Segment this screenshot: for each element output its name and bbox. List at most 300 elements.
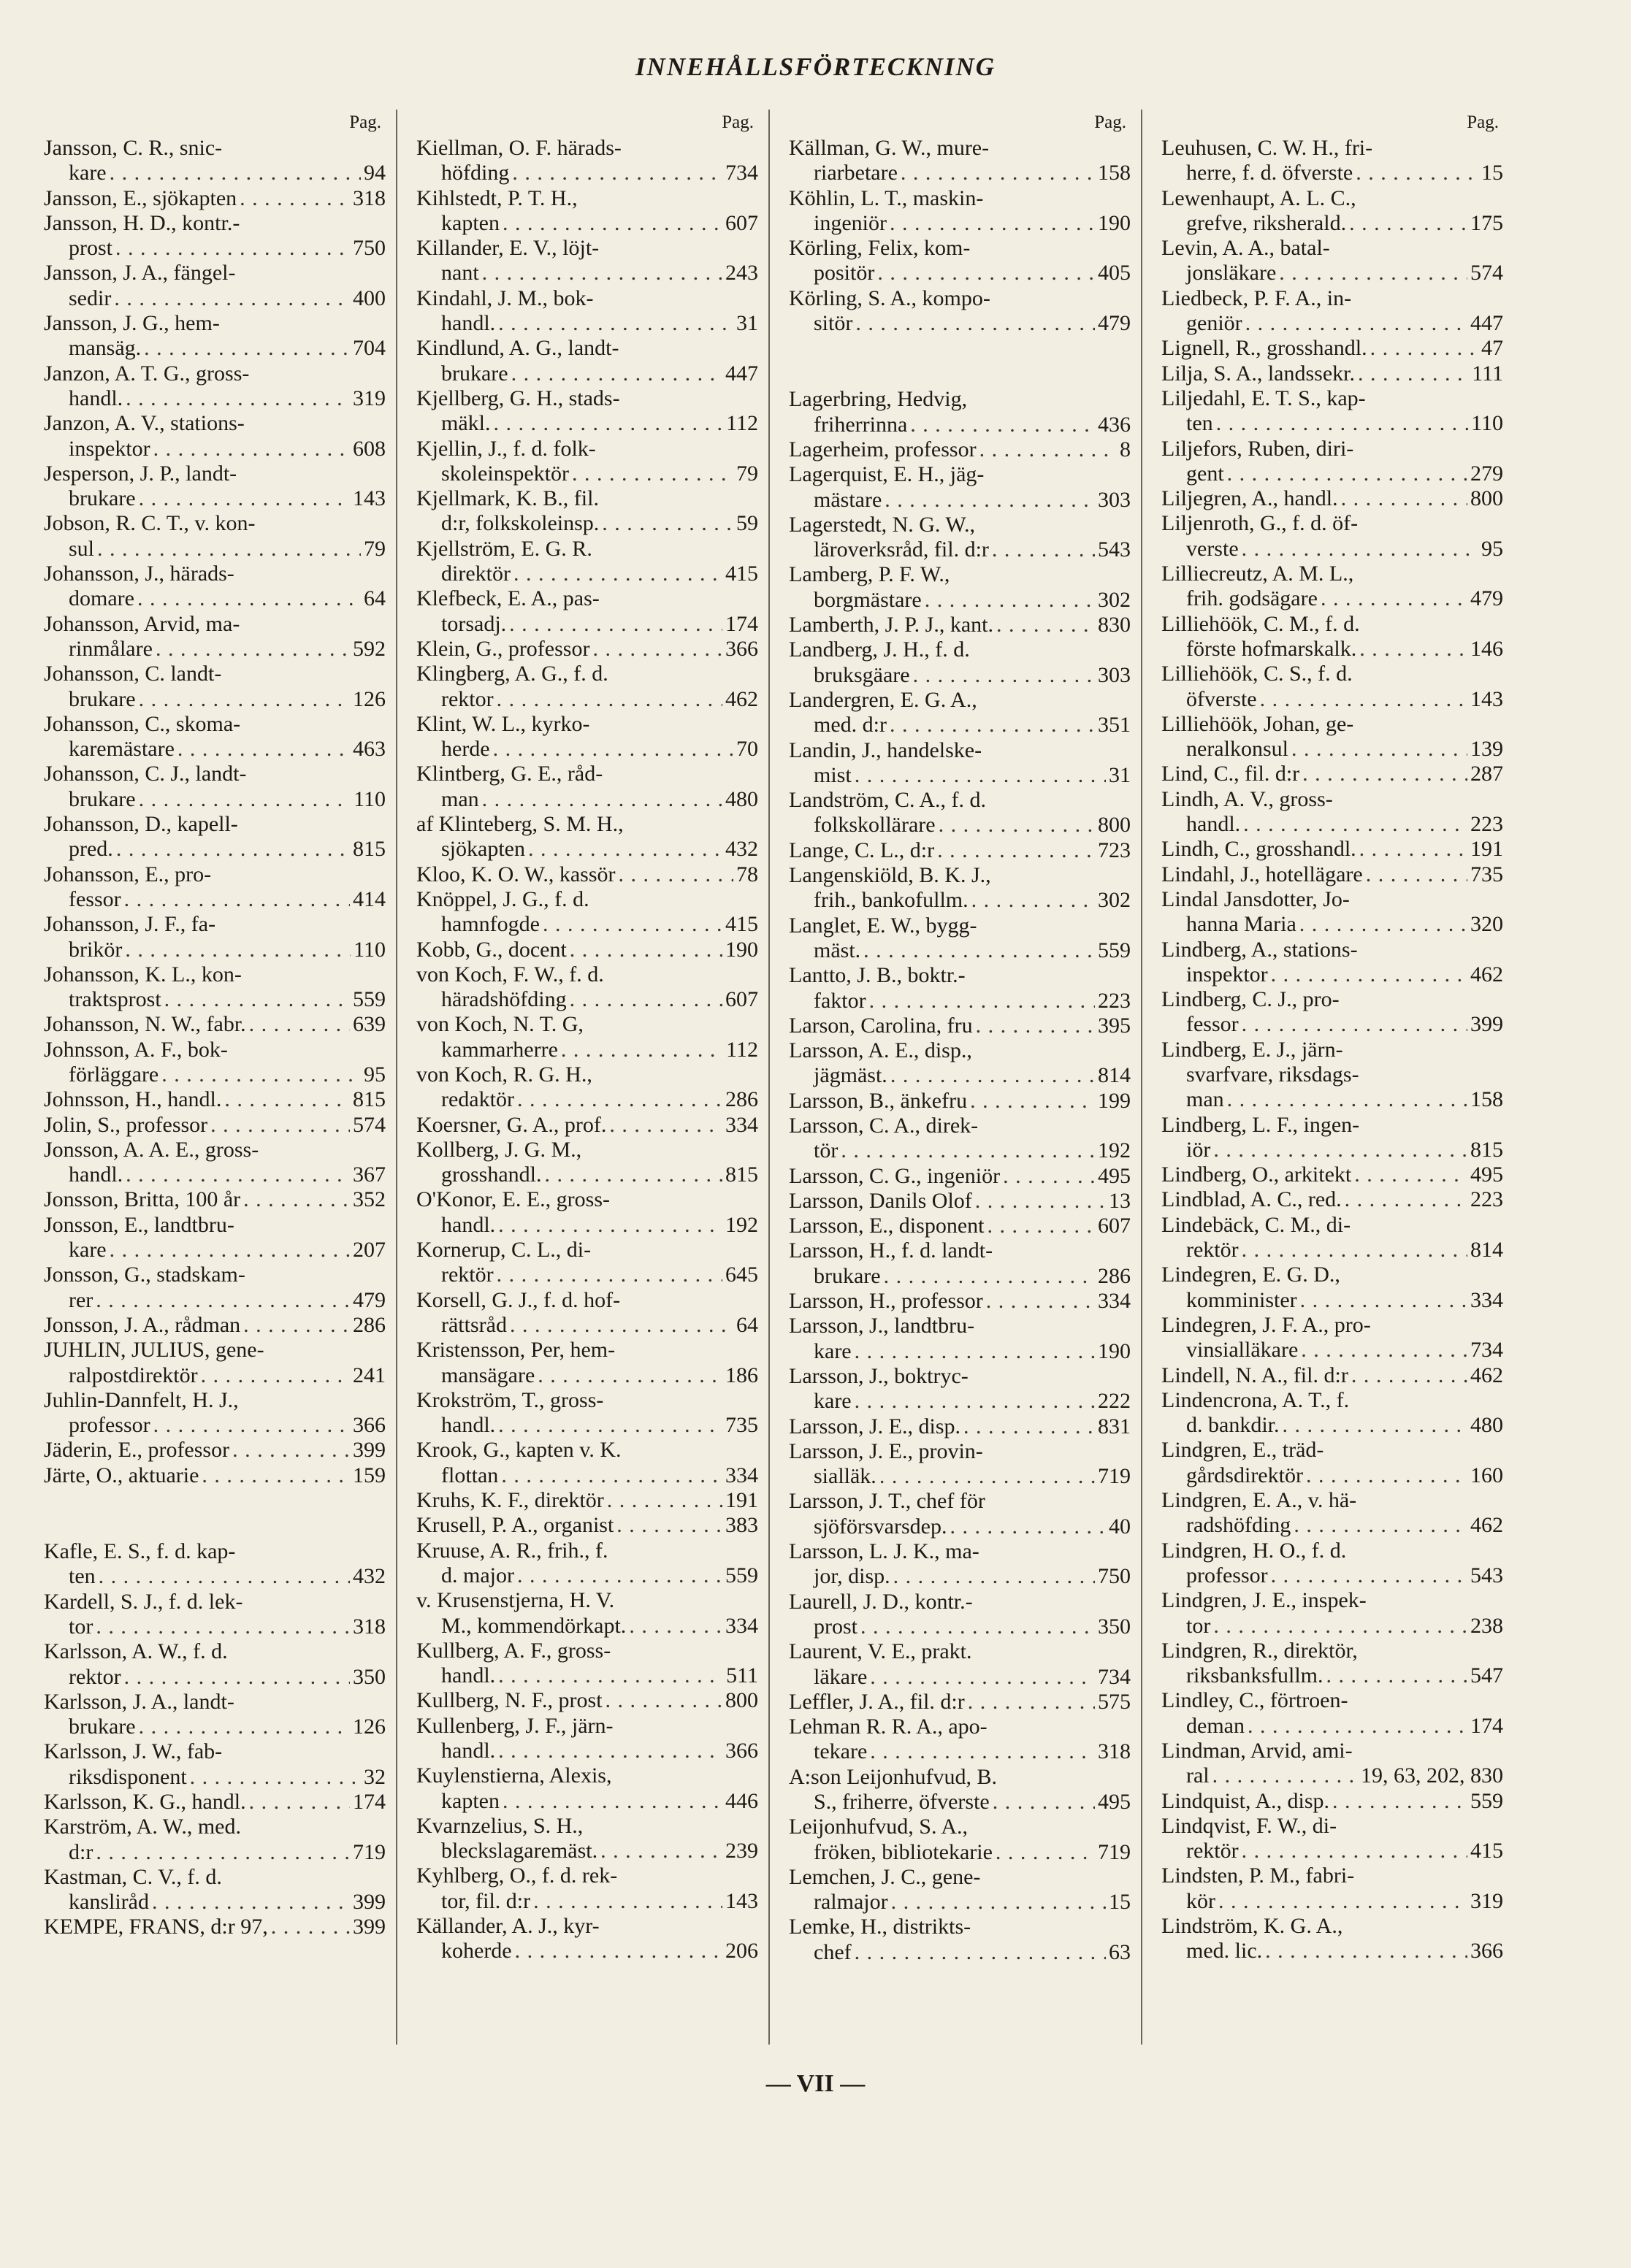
index-entry xyxy=(44,1739,386,1790)
index-entry xyxy=(789,1238,1131,1289)
leader-dots xyxy=(161,1062,361,1087)
leader-dots xyxy=(240,186,350,211)
entry-line xyxy=(1161,737,1503,762)
entry-name: Leffler, J. A., fil. d:r xyxy=(789,1689,965,1714)
page-ref: 186 xyxy=(725,1363,758,1387)
leader-dots xyxy=(509,612,722,637)
entry-name: Järte, O., aktuarie xyxy=(44,1463,199,1487)
entry-line xyxy=(789,161,1131,185)
page-ref: 199 xyxy=(1098,1088,1131,1113)
leader-dots xyxy=(1213,1138,1467,1162)
entry-name: von Koch, R. G. H., xyxy=(416,1062,592,1087)
leader-dots xyxy=(139,687,350,712)
leader-dots xyxy=(609,1113,722,1138)
entry-description: nant xyxy=(441,261,479,286)
entry-line xyxy=(416,1663,758,1688)
entry-description: fröken, bibliotekarie xyxy=(814,1839,993,1864)
leader-dots xyxy=(498,1663,723,1688)
entry-name: Larsson, E., disponent xyxy=(789,1214,985,1238)
entry-line xyxy=(44,1363,386,1388)
page-ref: 399 xyxy=(353,1438,386,1463)
entry-description: ral xyxy=(1186,1763,1210,1788)
leader-dots xyxy=(1366,862,1467,887)
entry-description: kammarherre xyxy=(441,1037,558,1062)
leader-dots xyxy=(939,813,1095,838)
entry-name: Körling, S. A., kompo- xyxy=(789,286,990,310)
leader-dots xyxy=(1265,1939,1467,1964)
entry-name: Lindgren, J. E., inspek- xyxy=(1161,1588,1367,1613)
index-entry xyxy=(1161,1588,1503,1639)
index-entry xyxy=(1161,1187,1503,1212)
entry-name: Lindberg, C. J., pro- xyxy=(1161,987,1340,1012)
entry-description: förste hofmarskalk. xyxy=(1186,636,1357,661)
entry-name: Laurent, V. E., prakt. xyxy=(789,1639,972,1664)
index-entry xyxy=(1161,186,1503,237)
leader-dots xyxy=(841,1138,1095,1163)
entry-line xyxy=(416,361,758,386)
page-ref: 64 xyxy=(736,1312,758,1337)
page-ref: 303 xyxy=(1098,487,1131,512)
leader-dots xyxy=(99,1564,350,1589)
page-ref: 415 xyxy=(725,912,758,937)
page-ref: 238 xyxy=(1470,1613,1503,1638)
entry-line xyxy=(789,311,1131,336)
entry-line xyxy=(1161,411,1503,436)
entry-name: Lindell, N. A., fil. d:r xyxy=(1161,1363,1348,1387)
index-entry xyxy=(789,863,1131,913)
entry-line xyxy=(1161,211,1503,236)
leader-dots xyxy=(510,1313,733,1338)
leader-dots xyxy=(1271,1563,1467,1588)
entry-line xyxy=(44,1614,386,1639)
page-ref: 395 xyxy=(1098,1013,1131,1038)
entry-name: Lindh, C., grosshandl. xyxy=(1161,837,1356,862)
leader-dots xyxy=(271,1915,350,1939)
page-ref: 241 xyxy=(353,1363,386,1387)
leader-dots xyxy=(863,938,1095,963)
entry-line xyxy=(1161,261,1503,286)
index-entry xyxy=(44,1865,386,1915)
page-ref: 143 xyxy=(725,1888,758,1913)
page-ref: 334 xyxy=(1098,1289,1131,1314)
leader-dots xyxy=(937,838,1095,863)
page-ref: 70 xyxy=(736,737,758,762)
entry-name: Jansson, H. D., kontr.- xyxy=(44,210,240,235)
entry-name: Liljedahl, E. T. S., kap- xyxy=(1161,386,1366,410)
entry-description: d. bankdir. xyxy=(1186,1413,1280,1438)
entry-description: direktör xyxy=(441,562,511,586)
page-ref: 735 xyxy=(1470,862,1503,886)
entry-description: riksbanksfullm. xyxy=(1186,1663,1323,1688)
entry-line xyxy=(789,1614,1131,1639)
leader-dots xyxy=(497,687,722,712)
entry-description: tor xyxy=(1186,1613,1211,1638)
index-entry xyxy=(44,662,386,712)
entry-name: Lindh, A. V., gross- xyxy=(1161,786,1333,811)
entry-line xyxy=(789,1690,1131,1715)
leader-dots xyxy=(1359,637,1467,662)
index-entry xyxy=(1161,136,1503,186)
leader-dots xyxy=(870,1739,1095,1764)
leader-dots xyxy=(901,161,1095,185)
page-ref: 735 xyxy=(725,1413,758,1438)
entry-line xyxy=(44,1790,386,1815)
index-entry xyxy=(416,1763,758,1814)
index-entry xyxy=(1161,1113,1503,1163)
leader-dots xyxy=(1345,1187,1467,1212)
index-entry xyxy=(416,962,758,1013)
entry-line xyxy=(416,1688,758,1713)
entry-line xyxy=(789,1890,1131,1915)
index-entry xyxy=(789,387,1131,437)
page-ref: 31 xyxy=(736,311,758,336)
leader-dots xyxy=(243,1187,350,1212)
entry-name: Larsson, J., boktryc- xyxy=(789,1363,969,1388)
entry-line xyxy=(789,1790,1131,1815)
leader-dots xyxy=(968,1690,1095,1715)
leader-dots xyxy=(124,1665,350,1690)
entry-line xyxy=(44,1840,386,1865)
entry-description: handl. xyxy=(69,1162,123,1187)
entry-name: Lindgren, R., direktör, xyxy=(1161,1638,1358,1663)
leader-dots xyxy=(538,1363,722,1388)
page-ref: 559 xyxy=(353,987,386,1012)
entry-name: Landin, J., handelske- xyxy=(789,738,982,762)
entry-line xyxy=(44,1187,386,1212)
page-ref: 815 xyxy=(353,837,386,862)
leader-dots xyxy=(855,1940,1106,1965)
index-entry xyxy=(44,762,386,812)
entry-name: Korsell, G. J., f. d. hof- xyxy=(416,1287,621,1312)
entry-name: Kardell, S. J., f. d. lek- xyxy=(44,1589,243,1614)
entry-name: Larsson, Danils Olof xyxy=(789,1188,972,1213)
index-entry xyxy=(44,1213,386,1263)
leader-dots xyxy=(115,236,350,261)
entry-name: Janzon, A. V., stations- xyxy=(44,411,245,436)
entry-line xyxy=(789,537,1131,562)
entry-description: prost xyxy=(69,236,112,261)
entry-name: Liedbeck, P. F. A., in- xyxy=(1161,286,1352,310)
index-entry xyxy=(1161,562,1503,612)
entry-name: Lindgren, E. A., v. hä- xyxy=(1161,1488,1357,1513)
leader-dots xyxy=(512,161,722,185)
entry-line xyxy=(44,1062,386,1087)
entry-description: tör xyxy=(814,1138,839,1163)
page-ref: 399 xyxy=(353,1890,386,1915)
index-entry xyxy=(416,862,758,887)
entry-name: Källman, G. W., mure- xyxy=(789,136,990,160)
leader-dots xyxy=(137,586,361,611)
index-entry xyxy=(1161,787,1503,838)
entry-description: grefve, riksherald. xyxy=(1186,210,1347,235)
entry-description: mansägare xyxy=(441,1363,535,1387)
page-ref: 19, 63, 202, 830 xyxy=(1361,1763,1503,1788)
entry-line xyxy=(44,1765,386,1790)
index-entry xyxy=(789,513,1131,563)
index-entry xyxy=(44,1263,386,1313)
leader-dots xyxy=(890,713,1095,738)
entry-line xyxy=(44,1113,386,1138)
leader-dots xyxy=(1359,837,1467,862)
entry-name: von Koch, F. W., f. d. xyxy=(416,962,604,986)
entry-name: Jonsson, A. A. E., gross- xyxy=(44,1137,259,1162)
entry-line xyxy=(416,1263,758,1287)
page-ref: 480 xyxy=(1470,1413,1503,1438)
leader-dots xyxy=(498,1413,722,1438)
index-entry xyxy=(44,562,386,612)
page-ref: 318 xyxy=(353,185,386,210)
page-ref: 446 xyxy=(725,1788,758,1813)
page-ref: 559 xyxy=(1470,1788,1503,1813)
index-entry xyxy=(44,812,386,862)
index-entry xyxy=(789,963,1131,1014)
entry-line xyxy=(1161,1363,1503,1388)
entry-name: Kullenberg, J. F., järn- xyxy=(416,1713,614,1738)
index-entry xyxy=(789,613,1131,637)
entry-description: rektör xyxy=(441,1263,494,1287)
index-entry xyxy=(44,461,386,512)
leader-dots xyxy=(855,311,1095,336)
index-entry xyxy=(416,186,758,237)
entry-description: hamnfogde xyxy=(441,912,540,937)
pag-label: Pag. xyxy=(1094,112,1126,132)
index-entry xyxy=(416,637,758,662)
leader-dots xyxy=(890,211,1095,236)
leader-dots xyxy=(561,1038,723,1062)
leader-dots xyxy=(125,938,351,962)
entry-line xyxy=(416,562,758,586)
entry-description: tor xyxy=(69,1614,93,1639)
entry-line xyxy=(789,613,1131,637)
entry-line xyxy=(789,1339,1131,1364)
entry-line xyxy=(1161,1238,1503,1263)
entry-name: Lehman R. R. A., apo- xyxy=(789,1715,988,1739)
index-column-4 xyxy=(1161,110,1503,2052)
page-ref: 174 xyxy=(725,611,758,636)
index-entry xyxy=(44,1790,386,1815)
leader-dots xyxy=(139,486,350,511)
page-ref: 831 xyxy=(1098,1414,1131,1438)
index-entry xyxy=(416,938,758,962)
entry-description: flottan xyxy=(441,1463,499,1487)
leader-dots xyxy=(153,437,350,461)
entry-name: Larsson, H., f. d. landt- xyxy=(789,1238,993,1263)
entry-line xyxy=(1161,837,1503,862)
leader-dots xyxy=(870,1665,1095,1690)
leader-dots xyxy=(1326,1663,1468,1688)
entry-name: Lignell, R., grosshandl. xyxy=(1161,336,1367,361)
index-entry xyxy=(1161,862,1503,887)
entry-description: prost xyxy=(814,1614,857,1639)
entry-name: Kastman, C. V., f. d. xyxy=(44,1864,222,1889)
entry-line xyxy=(1161,586,1503,611)
leader-dots xyxy=(855,1339,1095,1364)
entry-description: handl. xyxy=(441,1413,496,1438)
index-entry xyxy=(416,1238,758,1288)
page-ref: 206 xyxy=(725,1939,758,1964)
entry-name: Lilliecreutz, A. M. L., xyxy=(1161,562,1354,586)
entry-name: Johansson, C., skoma- xyxy=(44,711,241,736)
page-ref: 320 xyxy=(1470,912,1503,937)
leader-dots xyxy=(126,1162,350,1187)
leader-dots xyxy=(232,1438,350,1463)
entry-line xyxy=(44,1012,386,1037)
entry-line xyxy=(1161,1062,1503,1087)
entry-description: med. lic. xyxy=(1186,1939,1263,1964)
entry-description: handl. xyxy=(441,1212,496,1237)
leader-dots xyxy=(1279,261,1467,286)
entry-line xyxy=(789,488,1131,513)
entry-name: Kornerup, C. L., di- xyxy=(416,1238,592,1263)
entry-line xyxy=(44,1162,386,1187)
index-entry xyxy=(789,286,1131,337)
page-ref: 334 xyxy=(725,1613,758,1638)
entry-name: Lindberg, A., stations- xyxy=(1161,937,1358,962)
index-entry xyxy=(789,1765,1131,1815)
leader-dots xyxy=(110,1238,350,1263)
entry-name: Laurell, J. D., kontr.- xyxy=(789,1589,973,1614)
index-entry xyxy=(44,1388,386,1438)
entry-name: Landberg, J. H., f. d. xyxy=(789,637,970,662)
entry-description: man xyxy=(1186,1087,1224,1112)
entry-description: jor, disp. xyxy=(814,1564,890,1589)
page-ref: 607 xyxy=(725,210,758,235)
page-ref: 479 xyxy=(1098,311,1131,336)
index-entry xyxy=(789,1690,1131,1715)
page-ref: 126 xyxy=(353,1715,386,1739)
index-entry xyxy=(416,712,758,762)
entry-line xyxy=(789,1665,1131,1690)
leader-dots xyxy=(528,837,722,862)
entry-description: radshöfding xyxy=(1186,1513,1291,1538)
entry-name: Juhlin-Dannfelt, H. J., xyxy=(44,1387,239,1412)
page-ref: 607 xyxy=(1098,1214,1131,1238)
entry-line xyxy=(789,211,1131,236)
leader-dots xyxy=(1356,161,1478,185)
index-entry xyxy=(44,912,386,962)
index-entry xyxy=(416,662,758,712)
entry-description: med. d:r xyxy=(814,713,887,738)
entry-description: ingeniör xyxy=(814,210,887,235)
page-ref: 110 xyxy=(354,937,386,962)
page-ref: 334 xyxy=(725,1463,758,1487)
entry-line xyxy=(416,987,758,1012)
entry-name: Lamberth, J. P. J., kant. xyxy=(789,613,993,637)
entry-description: handl. xyxy=(441,1663,496,1688)
page-ref: 750 xyxy=(353,236,386,261)
leader-dots xyxy=(497,1263,722,1287)
leader-dots xyxy=(498,311,733,336)
entry-name: Lindencrona, A. T., f. xyxy=(1161,1387,1350,1412)
entry-description: herre, f. d. öfverste xyxy=(1186,161,1353,185)
leader-dots xyxy=(517,1563,722,1588)
index-entry xyxy=(416,762,758,812)
page-ref: 223 xyxy=(1098,988,1131,1013)
entry-line xyxy=(44,1288,386,1313)
entry-line xyxy=(44,161,386,185)
leader-dots xyxy=(1227,461,1467,486)
index-entry xyxy=(416,1863,758,1914)
page-ref: 414 xyxy=(353,886,386,911)
page-ref: 480 xyxy=(725,786,758,811)
entry-name: Kihlstedt, P. T. H., xyxy=(416,185,578,210)
entry-line xyxy=(416,1313,758,1338)
leader-dots xyxy=(1243,812,1467,837)
entry-line xyxy=(416,1213,758,1238)
entry-line xyxy=(1161,1162,1503,1187)
entry-name: Johansson, J., härads- xyxy=(44,562,234,586)
entry-name: Kullberg, A. F., gross- xyxy=(416,1638,611,1663)
index-entry xyxy=(44,511,386,562)
index-entry xyxy=(416,1288,758,1338)
leader-dots xyxy=(1242,1238,1467,1263)
leader-dots xyxy=(515,1939,722,1964)
entry-description: rektor xyxy=(69,1664,121,1689)
entry-name: Lindgren, E., träd- xyxy=(1161,1438,1324,1463)
entry-line xyxy=(416,1488,758,1513)
entry-description: mansäg. xyxy=(69,336,142,361)
entry-name: Lindquist, A., disp. xyxy=(1161,1788,1330,1813)
page-ref: 432 xyxy=(725,837,758,862)
page-ref: 719 xyxy=(1098,1464,1131,1489)
leader-dots xyxy=(570,987,722,1012)
index-entry xyxy=(789,738,1131,789)
entry-description: brukare xyxy=(69,1715,136,1739)
index-entry xyxy=(1161,1162,1503,1187)
entry-line xyxy=(789,989,1131,1014)
page-ref: 719 xyxy=(1098,1839,1131,1864)
entry-name: Källander, A. J., kyr- xyxy=(416,1914,600,1939)
page-ref: 40 xyxy=(1109,1514,1131,1539)
index-entry xyxy=(789,186,1131,237)
entry-line xyxy=(1161,1789,1503,1814)
entry-line xyxy=(416,1739,758,1763)
leader-dots xyxy=(96,1614,350,1639)
entry-name: Kristensson, Per, hem- xyxy=(416,1338,616,1363)
entry-name: Lindberg, E. J., järn- xyxy=(1161,1037,1343,1062)
entry-line xyxy=(416,261,758,286)
entry-name: O'Konor, E. E., gross- xyxy=(416,1187,611,1212)
entry-line xyxy=(44,1890,386,1915)
entry-name: Langenskiöld, B. K. J., xyxy=(789,863,991,888)
entry-name: Lemke, H., distrikts- xyxy=(789,1915,971,1939)
page-ref: 645 xyxy=(725,1263,758,1287)
entry-description: S., friherre, öfverste xyxy=(814,1790,990,1814)
entry-name: Lagerstedt, N. G. W., xyxy=(789,512,975,537)
index-entry xyxy=(416,486,758,537)
entry-description: frih. godsägare xyxy=(1186,586,1318,611)
entry-name: Kafle, E. S., f. d. kap- xyxy=(44,1539,236,1564)
page-ref: 479 xyxy=(353,1287,386,1312)
entry-description: rektör xyxy=(1186,1238,1239,1263)
index-entry xyxy=(789,1189,1131,1214)
page-ref: 350 xyxy=(1098,1614,1131,1639)
index-entry xyxy=(44,612,386,662)
page-ref: 800 xyxy=(725,1688,758,1713)
leader-dots xyxy=(986,1289,1095,1314)
leader-dots xyxy=(616,1513,722,1538)
entry-description: d. major xyxy=(441,1563,514,1587)
entry-line xyxy=(416,837,758,862)
entry-name: Kollberg, J. G. M., xyxy=(416,1137,582,1162)
index-entry xyxy=(1161,1814,1503,1864)
leader-dots xyxy=(482,787,722,812)
entry-name: A:son Leijonhufvud, B. xyxy=(789,1764,997,1789)
index-entry xyxy=(416,1113,758,1138)
leader-dots xyxy=(1271,962,1467,987)
leader-dots xyxy=(243,1313,350,1338)
entry-description: M., kommendörkapt. xyxy=(441,1613,627,1638)
